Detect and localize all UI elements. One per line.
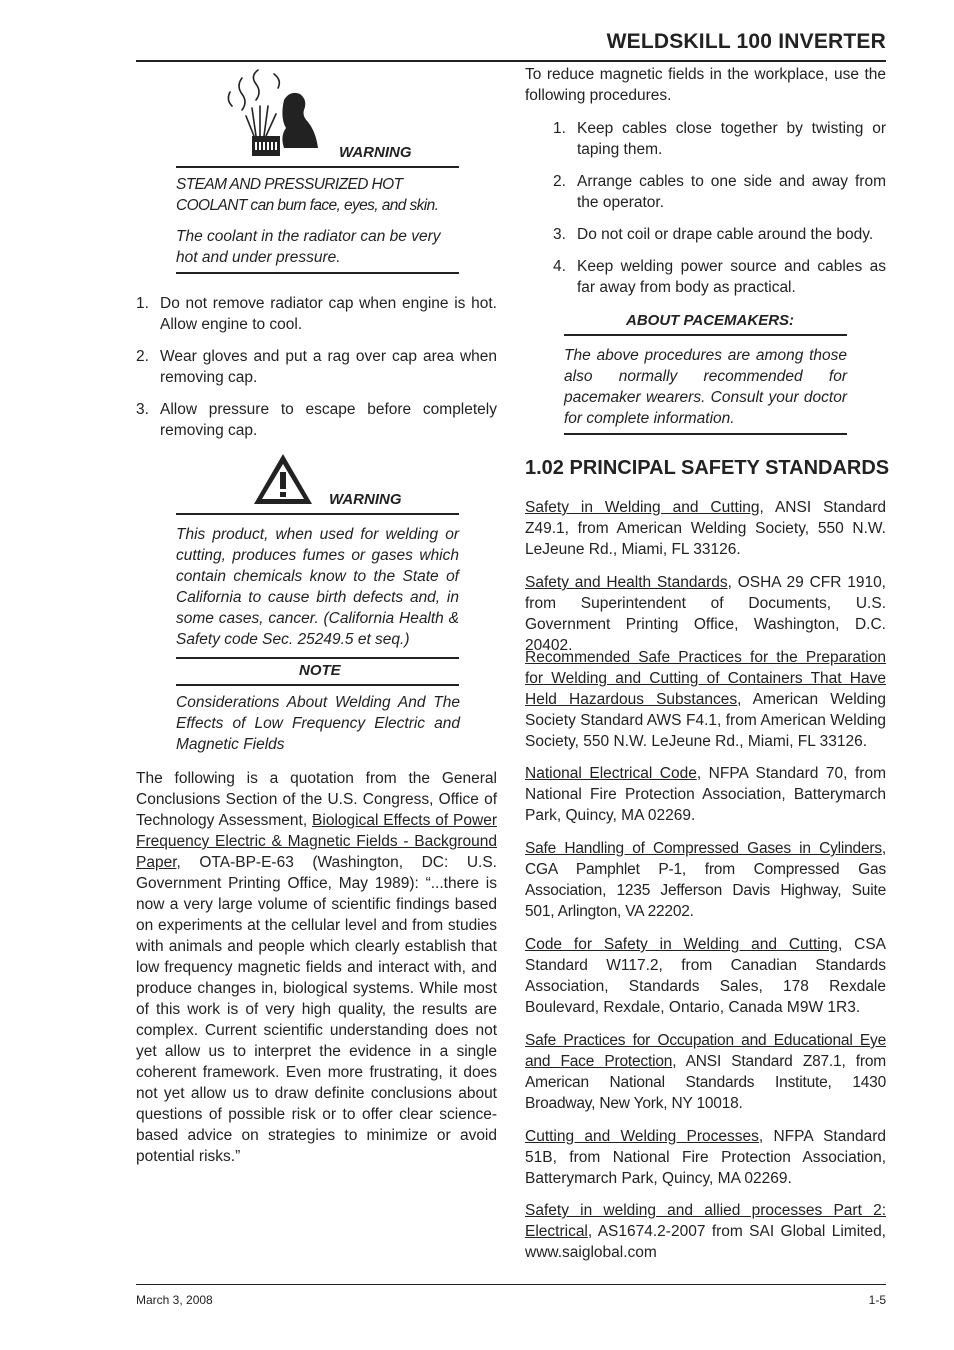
list-item: 2. Arrange cables to one side and away from the operator. — [553, 173, 886, 211]
reference-title: National Electrical Code — [525, 765, 697, 782]
standard-reference: Safety in welding and allied processes Part 2: Electrical, AS1674.2-2007 from SAI Global Limited, www.saiglobal.com — [525, 1202, 886, 1261]
hot-steam-warning-icon — [222, 66, 320, 162]
reference-title: Cutting and Welding Processes — [525, 1128, 759, 1145]
warning-label: WARNING — [339, 144, 412, 161]
page-number: 1-5 — [868, 1293, 886, 1307]
list-item: 2. Wear gloves and put a rag over cap area when removing cap. — [136, 348, 497, 386]
section-heading: 1.02 PRINCIPAL SAFETY STANDARDS — [525, 457, 890, 479]
standard-reference: Cutting and Welding Processes, NFPA Standard 51B, from National Fire Protection Association, Batterymarch Park, Quincy, MA 02269. — [525, 1128, 886, 1187]
note-text: Considerations About Welding And The Effects of Low Frequency Electric and Magnetic Fields — [176, 694, 460, 753]
steam-warning-box — [176, 166, 459, 274]
standard-reference: Recommended Safe Practices for the Preparation for Welding and Cutting of Containers That Have Held Hazardous Substances, American Welding Society Standard AWS F4.1, from American Welding Society, 550 N.W. LeJeune Rd., Miami, FL 33126. — [525, 649, 886, 750]
note-label: NOTE — [299, 662, 341, 679]
standard-reference: Code for Safety in Welding and Cutting, CSA Standard W117.2, from Canadian Standards Association, Standards Sales, 178 Rexdale Boulevard, Rexdale, Ontario, Canada M9W 1R3. — [525, 936, 886, 1016]
reference-title: Safety and Health Standards — [525, 574, 728, 591]
radiator-steps-list — [136, 293, 497, 452]
list-item: 1. Keep cables close together by twisting or taping them. — [553, 120, 886, 158]
standard-reference: Safe Practices for Occupation and Educational Eye and Face Protection, ANSI Standard Z87.1, from American National Standards Institute, 1430 Broadway, New York, NY 10018. — [525, 1032, 887, 1112]
warning-label: WARNING — [329, 491, 402, 508]
reference-title: Recommended Safe Practices for the Preparation for Welding and Cutting of Containers That Have Held Hazardous Substances — [525, 649, 886, 708]
standard-reference: Safety in Welding and Cutting, ANSI Standard Z49.1, from American Welding Society, 550 N.W. LeJeune Rd., Miami, FL 33126. — [525, 499, 887, 558]
reference-title: Safety in Welding and Cutting — [525, 499, 760, 516]
magnetic-field-steps-list — [553, 118, 886, 309]
reference-title: Safe Handling of Compressed Gases in Cylinders — [525, 840, 882, 857]
reference-title: Safety in welding and allied processes Part 2: Electrical — [525, 1202, 886, 1240]
footer-rule — [136, 1284, 886, 1285]
reference-title: Code for Safety in Welding and Cutting — [525, 936, 838, 953]
list-item: 3. Do not coil or drape cable around the body. — [553, 226, 874, 243]
intro-paragraph: To reduce magnetic fields in the workplace, use the following procedures. — [525, 66, 886, 104]
header-rule — [136, 60, 886, 62]
warning-text: The coolant in the radiator can be very hot and under pressure. — [176, 228, 441, 266]
pacemakers-text: The above procedures are among those also normally recommended for pacemaker wearers. Consult your doctor for complete information. — [564, 347, 847, 427]
exclamation-triangle-icon — [252, 452, 314, 506]
list-item: 3. Allow pressure to escape before completely removing cap. — [136, 401, 497, 439]
list-item: 1. Do not remove radiator cap when engine is hot. Allow engine to cool. — [136, 295, 497, 333]
list-item: 4. Keep welding power source and cables as far away from body as practical. — [553, 258, 886, 296]
fumes-warning-box — [176, 513, 459, 659]
footer-date: March 3, 2008 — [136, 1293, 213, 1307]
pacemakers-label: ABOUT PACEMAKERS: — [626, 312, 795, 329]
reference-title: Safe Practices for Occupation and Educational Eye and Face Protection — [525, 1032, 886, 1070]
pacemakers-box — [564, 334, 847, 435]
document-title: WELDSKILL 100 INVERTER — [606, 30, 886, 53]
standard-reference: National Electrical Code, NFPA Standard 70, from National Fire Protection Association, Batterymarch Park, Quincy, MA 02269. — [525, 765, 886, 824]
standard-reference: Safety and Health Standards, OSHA 29 CFR 1910, from Superintendent of Documents, U.S. Government Printing Office, Washington, D.C. 20402. — [525, 574, 886, 654]
warning-text: STEAM AND PRESSURIZED HOT COOLANT can burn face, eyes, and skin. — [176, 176, 439, 214]
emf-quotation-paragraph: The following is a quotation from the General Conclusions Section of the U.S. Congress, Office of Technology Assessment, Biological Effects of Power Frequency Electric & Magnetic Fields - Background Paper, OTA-BP-E-63 (Washington, DC: U.S. Government Printing Office, May 1989): “...there is now a very large volume of scientific findings based on experiments at the cellular level and from studies with animals and people which clearly establish that low frequency magnetic fields and interact with, and produce changes in, biological systems. While most of this work is of very high quality, the results are complex. Current scientific understanding does not yet allow us to interpret the evidence in a single coherent framework. Even more frustrating, it does not yet allow us to draw definite conclusions about questions of possible risk or to offer clear science-based advice on strategies to minimize or avoid potential risks.” — [136, 770, 497, 1165]
warning-text: This product, when used for welding or cutting, produces fumes or gases which contain chemicals know to the State of California to cause birth defects and, in some cases, cancer. (California Health & Safety code Sec. 25249.5 et seq.) — [176, 526, 459, 648]
reference-link: Biological Effects of Power Frequency Electric & Magnetic Fields - Background Paper — [136, 812, 497, 871]
standard-reference: Safe Handling of Compressed Gases in Cylinders, CGA Pamphlet P-1, from Compressed Gas Association, 1235 Jefferson Davis Highway, Suite 501, Arlington, VA 22202. — [525, 840, 886, 920]
